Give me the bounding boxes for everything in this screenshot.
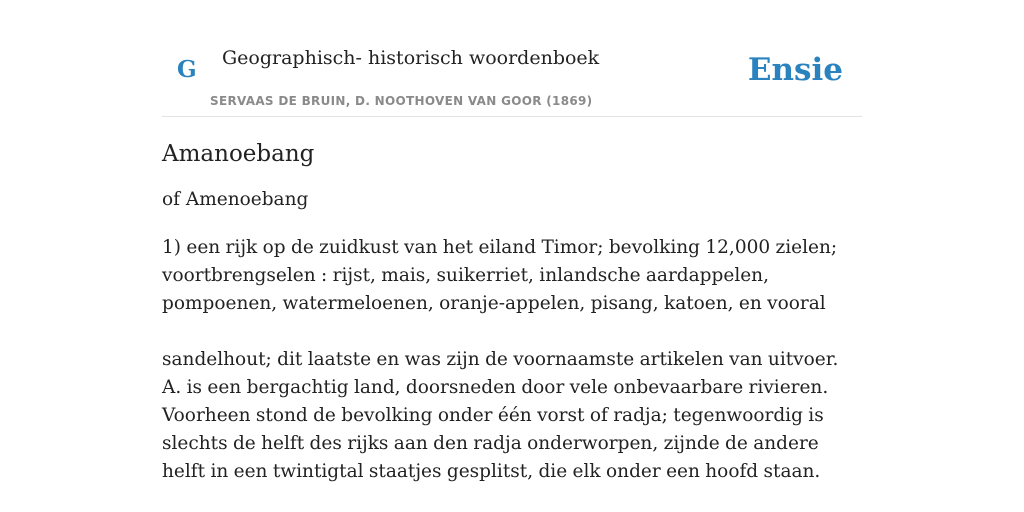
entry-alias: of Amenoebang — [162, 189, 309, 210]
book-author-link[interactable]: SERVAAS DE BRUIN, D. NOOTHOVEN VAN GOOR (1869) — [210, 94, 593, 108]
entry-title: Amanoebang — [162, 141, 315, 167]
site-header — [162, 0, 862, 117]
ensie-logo-link[interactable]: Ensie — [747, 52, 843, 88]
entry-article — [162, 136, 862, 486]
entry-paragraph-2: sandelhout; dit laatste en was zijn de voornaamste artikelen van uitvoer. A. is een bergachtig land, doorsneden door vele onbevaarbare rivieren. Voorheen stond de bevolking onder één vorst of radja; tegenwoordig is slechts de helft des rijks aan den radja onderworpen, zijnde de andere helft in een twintigtal staatjes gesplitst, die elk onder een hoofd staan. — [162, 349, 839, 482]
book-title-link[interactable]: Geographisch- historisch woordenboek — [222, 47, 600, 69]
entry-paragraph-1: 1) een rijk op de zuidkust van het eiland Timor; bevolking 12,000 zielen; voortbrengselen : rijst, mais, suikerriet, inlandsche aardappelen, pompoenen, watermeloenen, oranje-appelen, pisang, katoen, en vooral — [162, 237, 838, 314]
book-letter-logo[interactable]: G — [177, 56, 197, 83]
